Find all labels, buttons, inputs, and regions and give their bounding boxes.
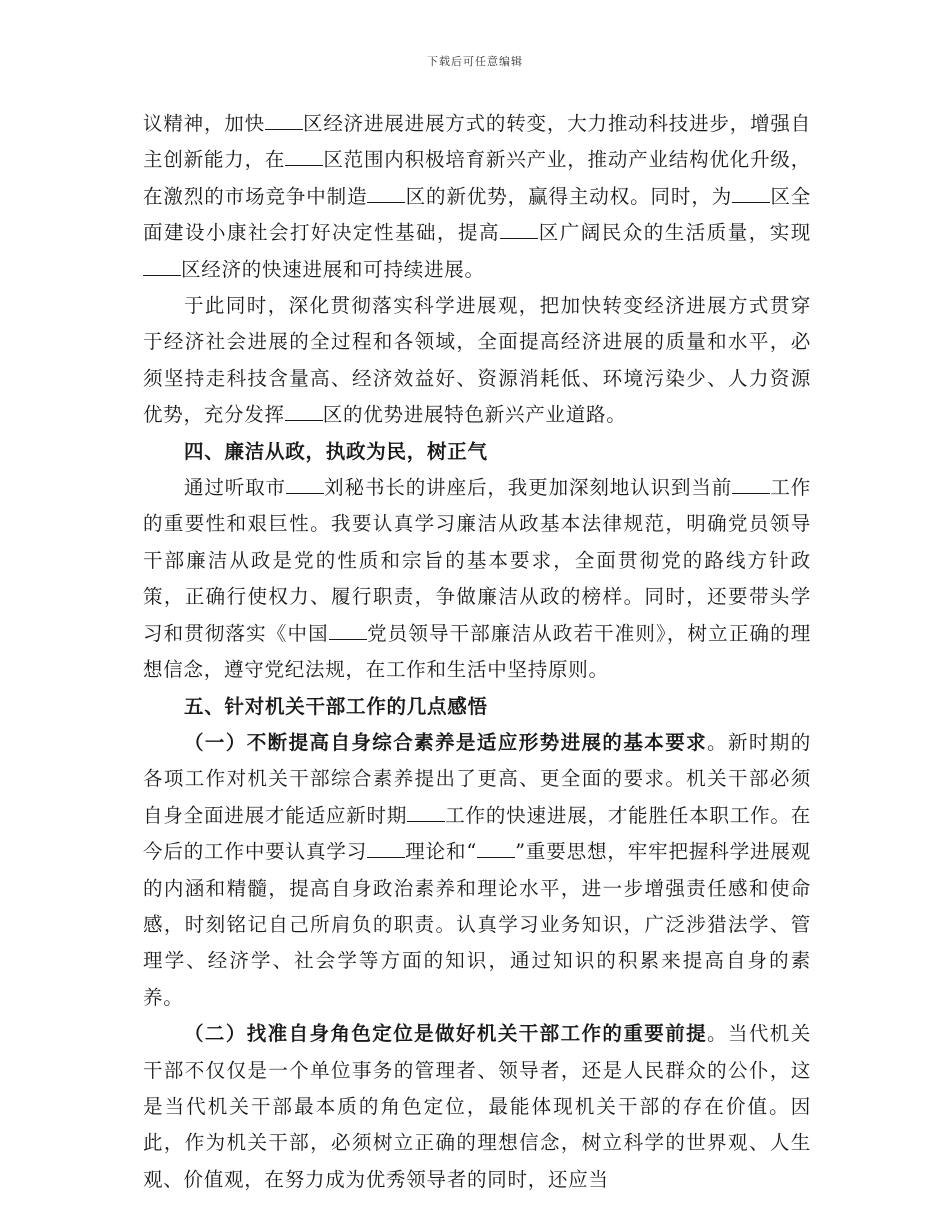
fill-blank <box>286 477 324 494</box>
page-header: 下载后可任意编辑 <box>427 55 523 68</box>
text-run: 议精神，加快 <box>143 112 265 135</box>
fill-blank <box>477 841 515 858</box>
fill-blank <box>143 259 181 276</box>
text-run: 区经济的快速进展和可持续进展。 <box>181 257 485 281</box>
text-run: 工作的重要性和艰巨性。我要认真学习廉洁从政基本法律规范，明确党员领导干部廉洁从政是党的性质和宗旨的基本要求，全面贯彻党的路线方针政策，正确行使权力、履行职责，争做廉洁从政的榜样。同时，还要带头学习和贯彻落实《中国 <box>143 476 811 645</box>
fill-blank <box>285 149 323 166</box>
fill-blank <box>367 841 405 858</box>
document-body <box>143 106 811 1198</box>
text-run: 于此同时，深化贯彻落实科学进展观，把加快转变经济进展方式贯穿于经济社会进展的全过程和各领域，全面提高经济进展的质量和水平，必须坚持走科技含量高、经济效益好、资源消耗低、环境污染少、人力资源优势，充分发挥 <box>143 294 811 427</box>
text-run: 通过听取市 <box>184 476 287 500</box>
fill-blank <box>732 186 770 203</box>
fill-blank <box>500 222 538 239</box>
fill-blank <box>407 805 445 822</box>
paragraph-1 <box>143 106 811 288</box>
subsection-title: （二）找准自身角色定位是做好机关干部工作的重要前提 <box>184 1022 708 1046</box>
section-heading-4: 四、廉洁从政，执政为民，树正气 <box>184 439 488 463</box>
subsection-title: （一）不断提高自身综合素养是适应形势进展的基本要求 <box>184 730 708 754</box>
text-run: 区范围内积极培育新兴产业，推动产业结构优化升级，在激烈的市场竞争中制造 <box>143 148 811 208</box>
text-run: 工作的快速进展，才能胜任本职工作。在今后的工作中要认真学习 <box>143 803 811 864</box>
paragraph-5 <box>143 1016 811 1198</box>
text-run: 区经济进展进展方式的转变，大力推动科技进步，增强自主创新能力，在 <box>143 112 811 172</box>
text-run: 理论和“ <box>405 840 478 864</box>
fill-blank <box>732 477 770 494</box>
paragraph-4 <box>143 725 811 1016</box>
text-run: ”重要思想，牢牢把握科学进展观的内涵和精髓，提高自身政治素养和理论水平，进一步增强责任感和使命感，时刻铭记自己所肩负的职责。认真学习业务知识，广泛涉猎法学、管理学、经济学、社会学等方面的知识，通过知识的积累来提高自身的素养。 <box>143 840 811 1009</box>
fill-blank <box>265 113 303 130</box>
paragraph-3 <box>143 470 811 688</box>
fill-blank <box>285 404 323 421</box>
text-run: 。当代机关干部不仅仅是一个单位事务的管理者、领导者，还是人民群众的公仆，这是当代机关干部最本质的角色定位，最能体现机关干部的存在价值。因此，作为机关干部，必须树立正确的理想信念，树立科学的世界观、人生观、价值观，在努力成为优秀领导者的同时，还应当 <box>143 1022 811 1191</box>
fill-blank <box>367 186 405 203</box>
text-run: 区广阔民众的生活质量，实现 <box>537 221 811 245</box>
fill-blank <box>329 623 367 640</box>
section-heading-5: 五、针对机关干部工作的几点感悟 <box>184 694 488 718</box>
text-run: 区的新优势，赢得主动权。同时，为 <box>405 184 733 208</box>
paragraph-2 <box>143 288 811 434</box>
text-run: 党员领导干部廉洁从政若干准则》，树立正确的理想信念，遵守党纪法规，在工作和生活中坚持原则。 <box>143 621 811 682</box>
text-run: 刘秘书长的讲座后，我更加深刻地认识到当前 <box>324 476 733 500</box>
text-run: 区全面建设小康社会打好决定性基础，提高 <box>143 184 811 245</box>
text-run: 。新时期的各项工作对机关干部综合素养提出了更高、更全面的要求。机关干部必须自身全面进展才能适应新时期 <box>143 730 811 827</box>
text-run: 区的优势进展特色新兴产业道路。 <box>322 403 627 427</box>
